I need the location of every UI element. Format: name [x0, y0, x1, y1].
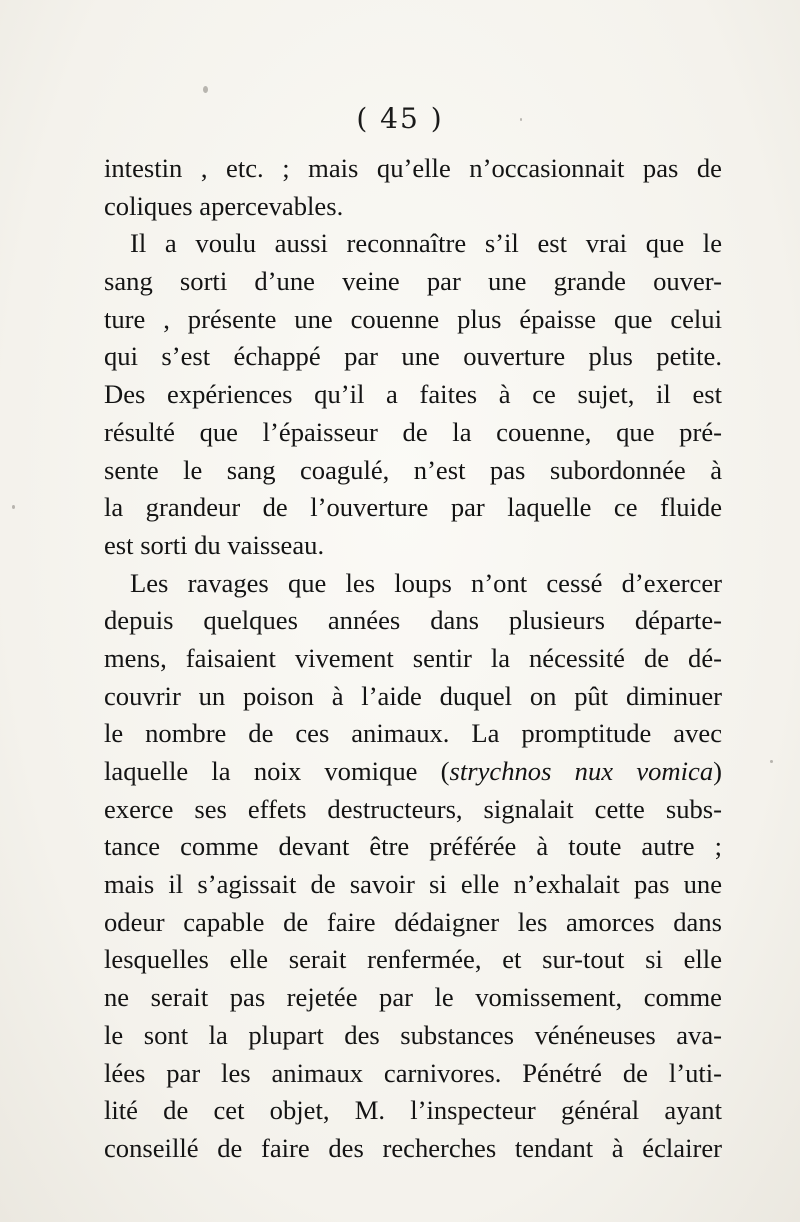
text-line: Des expériences qu’il a faites à ce sujet, il est [104, 379, 722, 410]
text-line: tance comme devant être préférée à toute autre ; [104, 831, 722, 862]
text-line: intestin , etc. ; mais qu’elle n’occasionnait pas de [104, 153, 722, 183]
text-line: lées par les animaux carnivores. Pénétré de l’uti- [104, 1057, 722, 1088]
text-line: sente le sang coagulé, n’est pas subordonnée à [104, 454, 722, 485]
paper-speck [770, 760, 773, 763]
paper-speck [520, 118, 522, 121]
text-line: mais il s’agissait de savoir si elle n’exhalait pas une [104, 869, 722, 900]
text-line: le nombre de ces animaux. La promptitude avec [104, 718, 722, 749]
text-line: est sorti du vaisseau. [104, 529, 325, 560]
paper-speck [203, 86, 208, 93]
text-line: coliques apercevables. [104, 190, 344, 221]
text-span: laquelle la noix vomique ( [104, 756, 450, 786]
text-line: couvrir un poison à l’aide duquel on pût diminuer [104, 680, 722, 711]
text-line: Il a voulu aussi reconnaître s’il est vrai que le [130, 228, 722, 259]
body-text [104, 150, 722, 1168]
text-line: depuis quelques années dans plusieurs départe- [104, 605, 722, 636]
text-span: ) [713, 756, 722, 786]
text-line: lesquelles elle serait renfermée, et sur-tout si elle [104, 944, 722, 975]
text-line [104, 753, 722, 791]
text-line: résulté que l’épaisseur de la couenne, que pré- [104, 416, 722, 447]
paper-speck [12, 505, 15, 509]
text-line: exerce ses effets destructeurs, signalait cette subs- [104, 793, 722, 824]
text-line: la grandeur de l’ouverture par laquelle ce fluide [104, 492, 722, 523]
text-line: ture , présente une couenne plus épaisse que celui [104, 303, 722, 334]
text-line: odeur capable de faire dédaigner les amorces dans [104, 906, 722, 937]
text-line: mens, faisaient vivement sentir la nécessité de dé- [104, 642, 722, 673]
text-line: ne serait pas rejetée par le vomissement, comme [104, 982, 722, 1013]
text-line: Les ravages que les loups n’ont cessé d’exercer [130, 567, 722, 598]
latin-name: strychnos nux vomica [449, 756, 714, 786]
page-number: ( 45 ) [356, 102, 444, 135]
text-line: le sont la plupart des substances vénéneuses ava- [104, 1019, 722, 1050]
text-line: qui s’est échappé par une ouverture plus petite. [104, 341, 722, 372]
text-line: conseillé de faire des recherches tendant à éclairer [104, 1132, 722, 1163]
text-line: lité de cet objet, M. l’inspecteur général ayant [104, 1095, 722, 1126]
text-line: sang sorti d’une veine par une grande ouver- [104, 266, 722, 297]
